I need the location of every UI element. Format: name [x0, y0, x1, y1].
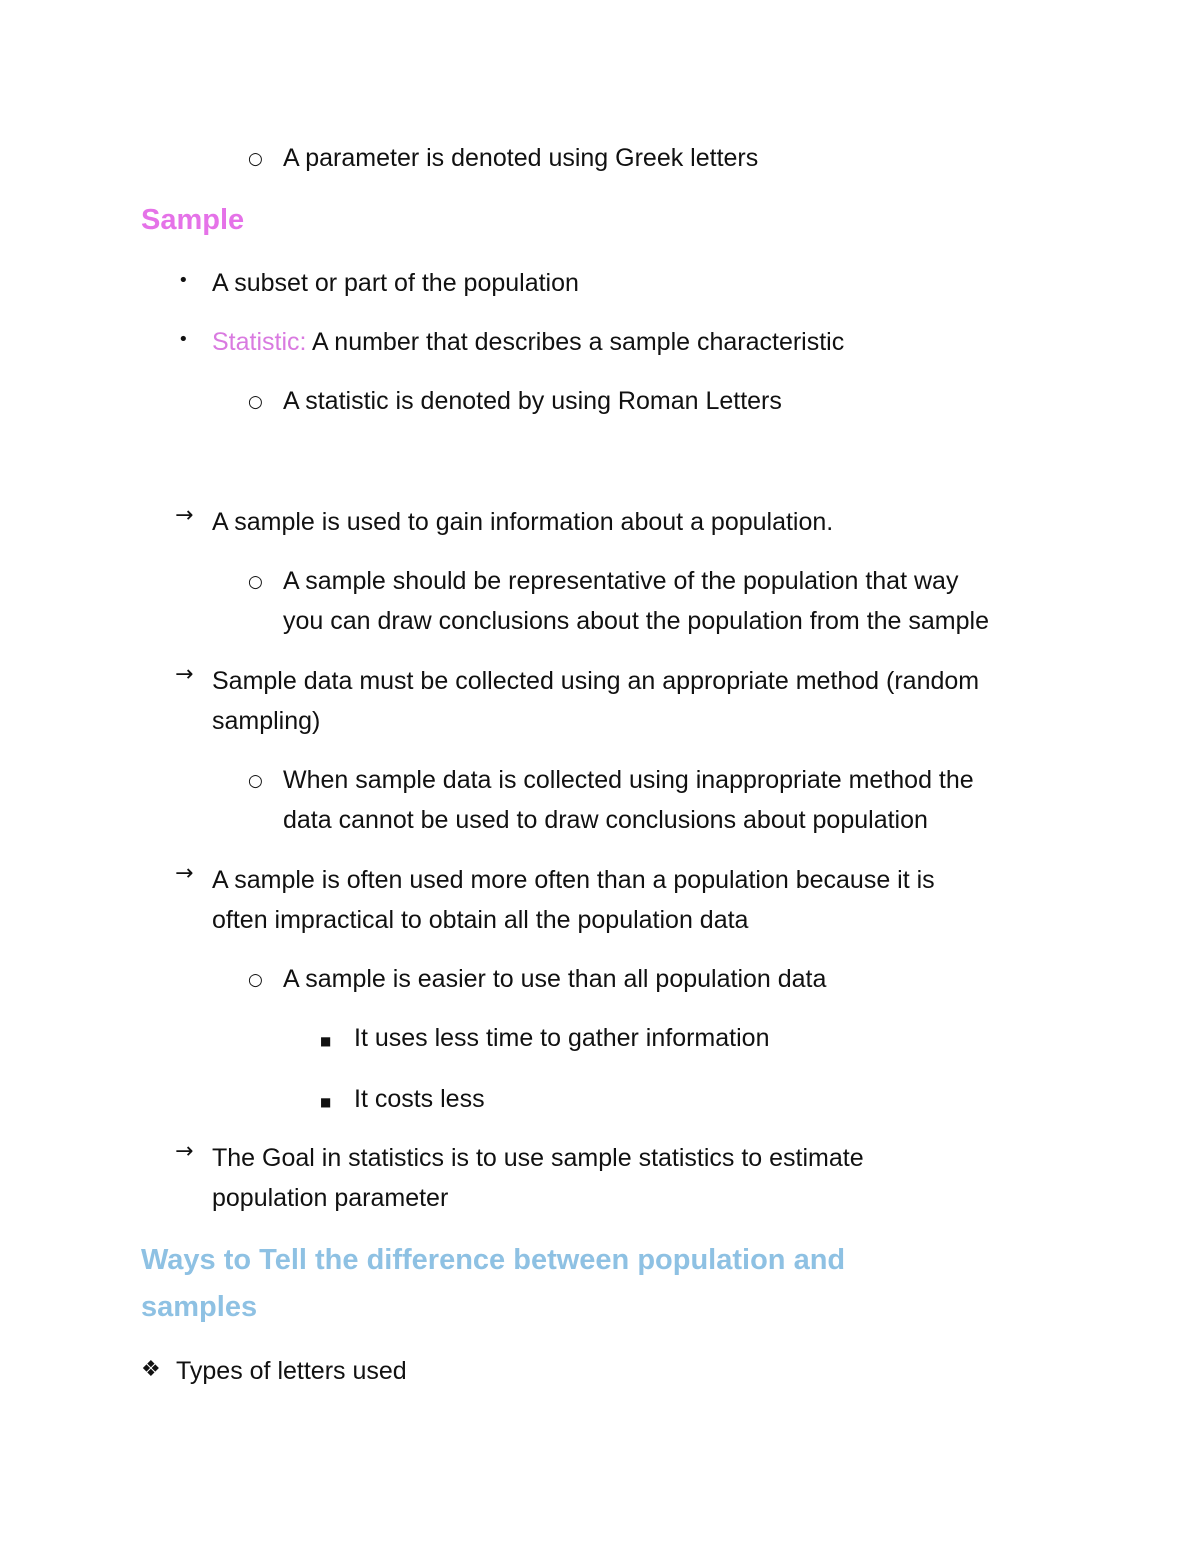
section-heading-sample: Sample — [141, 204, 245, 236]
square-bullet-icon: ■ — [320, 1095, 332, 1109]
right-arrow-icon: → — [175, 662, 194, 687]
list-item-text: It costs less — [354, 1085, 485, 1113]
right-arrow-icon: → — [175, 861, 194, 886]
statistic-term: Statistic: — [212, 328, 307, 356]
list-item-text-line-1: A sample should be representative of the population that way — [283, 567, 959, 595]
right-arrow-icon: → — [175, 1139, 194, 1164]
heading-line-1: Ways to Tell the difference between population and — [141, 1244, 846, 1276]
list-item-text: A subset or part of the population — [212, 269, 579, 297]
list-item-text: Types of letters used — [176, 1357, 407, 1385]
four-diamond-icon: ❖ — [141, 1357, 161, 1382]
statistic-definition-line — [212, 322, 844, 362]
list-item-text-line-2: data cannot be used to draw conclusions about population — [283, 806, 928, 834]
arrow-item-text-line-1: Sample data must be collected using an appropriate method (random — [212, 667, 980, 695]
hollow-circle-icon: ○ — [248, 771, 263, 791]
arrow-item-text: A sample is used to gain information about a population. — [212, 508, 834, 536]
list-item-text-line-2: you can draw conclusions about the population from the sample — [283, 607, 989, 635]
list-item-text: A statistic is denoted by using Roman Letters — [283, 387, 782, 415]
list-item-text: It uses less time to gather information — [354, 1024, 770, 1052]
heading-line-2: samples — [141, 1291, 258, 1323]
list-item-text-line-1: When sample data is collected using inappropriate method the — [283, 766, 974, 794]
dot-bullet-icon: • — [178, 329, 189, 350]
arrow-item-text-line-2: often impractical to obtain all the population data — [212, 906, 749, 934]
arrow-item-text-line-1: The Goal in statistics is to use sample statistics to estimate — [212, 1144, 864, 1172]
arrow-item-text-line-1: A sample is often used more often than a population because it is — [212, 866, 935, 894]
hollow-circle-icon: ○ — [248, 970, 263, 990]
hollow-circle-icon: ○ — [248, 392, 263, 412]
dot-bullet-icon: • — [178, 270, 189, 291]
right-arrow-icon: → — [175, 503, 194, 528]
square-bullet-icon: ■ — [320, 1034, 332, 1048]
hollow-circle-icon: ○ — [248, 572, 263, 592]
list-item-text: A sample is easier to use than all population data — [283, 965, 827, 993]
arrow-item-text-line-2: population parameter — [212, 1184, 449, 1212]
statistic-definition: A number that describes a sample characteristic — [306, 328, 845, 356]
list-item-text: A parameter is denoted using Greek letters — [283, 144, 759, 172]
arrow-item-text-line-2: sampling) — [212, 707, 321, 735]
hollow-circle-icon: ○ — [248, 149, 263, 169]
